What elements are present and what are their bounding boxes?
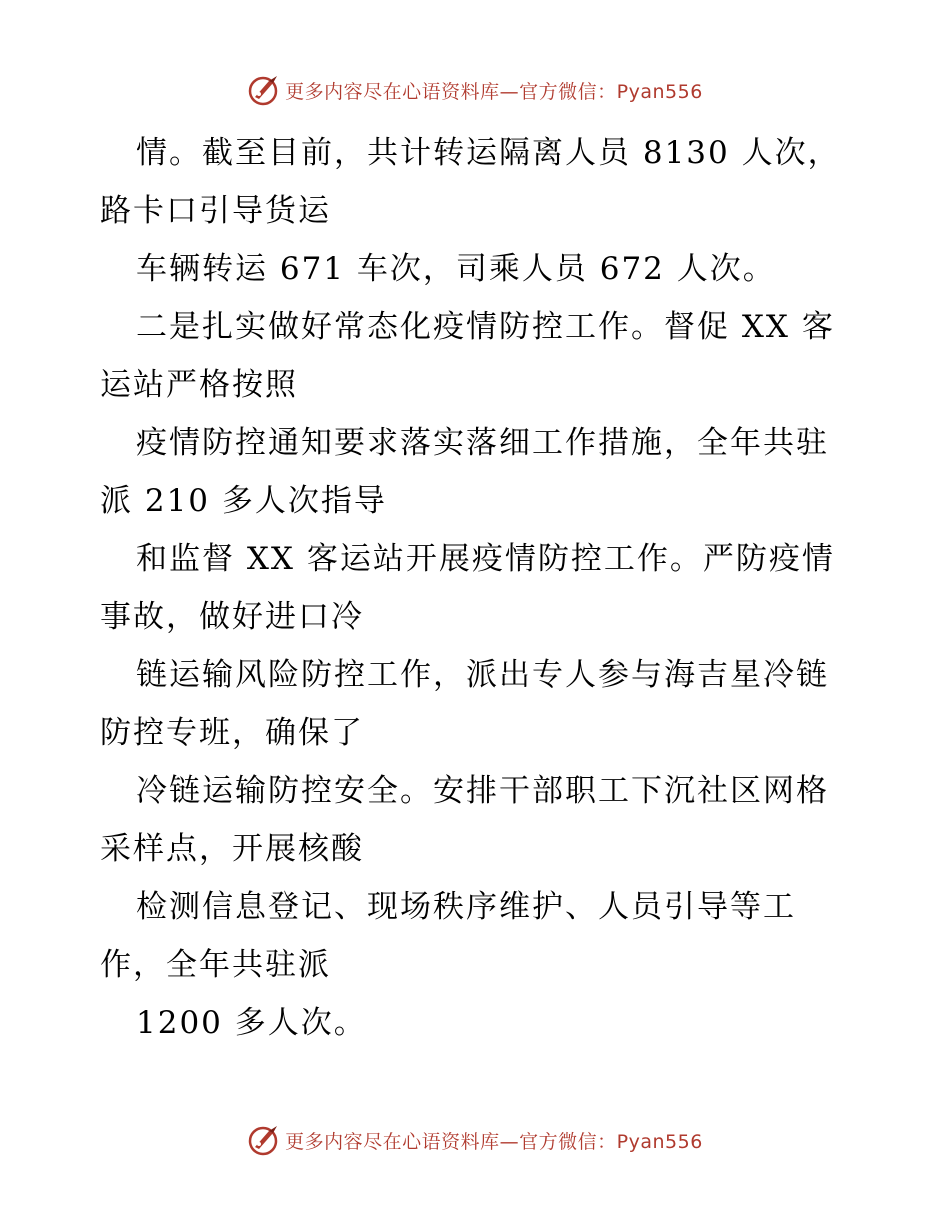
body-line: 采样点，开展核酸 — [100, 831, 364, 867]
body-line: 1200 多人次。 — [136, 1005, 367, 1041]
body-line: 冷链运输防控安全。安排干部职工下沉社区网格 — [136, 773, 829, 809]
footer-banner-text: 更多内容尽在心语资料库—官方微信：Pyan556 — [285, 1130, 703, 1153]
body-line: 作，全年共驻派 — [100, 947, 331, 983]
quill-pen-logo-icon — [247, 1123, 281, 1157]
body-line: 链运输风险防控工作，派出专人参与海吉星冷链 — [136, 657, 829, 693]
body-line: 派 210 多人次指导 — [100, 483, 387, 519]
body-line: 事故，做好进口冷 — [100, 599, 364, 635]
body-line: 情。截至目前，共计转运隔离人员 8130 人次， — [136, 135, 841, 171]
header-banner — [0, 70, 950, 110]
footer-banner — [0, 1120, 950, 1160]
body-line: 检测信息登记、现场秩序维护、人员引导等工 — [136, 889, 796, 925]
body-line: 运站严格按照 — [100, 367, 298, 403]
body-line: 疫情防控通知要求落实落细工作措施，全年共驻 — [136, 425, 829, 461]
body-line: 二是扎实做好常态化疫情防控工作。督促 XX 客 — [136, 309, 835, 345]
body-line: 和监督 XX 客运站开展疫情防控工作。严防疫情 — [136, 541, 835, 577]
header-banner-text: 更多内容尽在心语资料库—官方微信：Pyan556 — [285, 80, 703, 103]
body-line: 路卡口引导货运 — [100, 193, 331, 229]
document-body — [100, 124, 860, 1052]
body-line: 防控专班，确保了 — [100, 715, 364, 751]
body-line: 车辆转运 671 车次，司乘人员 672 人次。 — [136, 251, 776, 287]
quill-pen-logo-icon — [247, 73, 281, 107]
